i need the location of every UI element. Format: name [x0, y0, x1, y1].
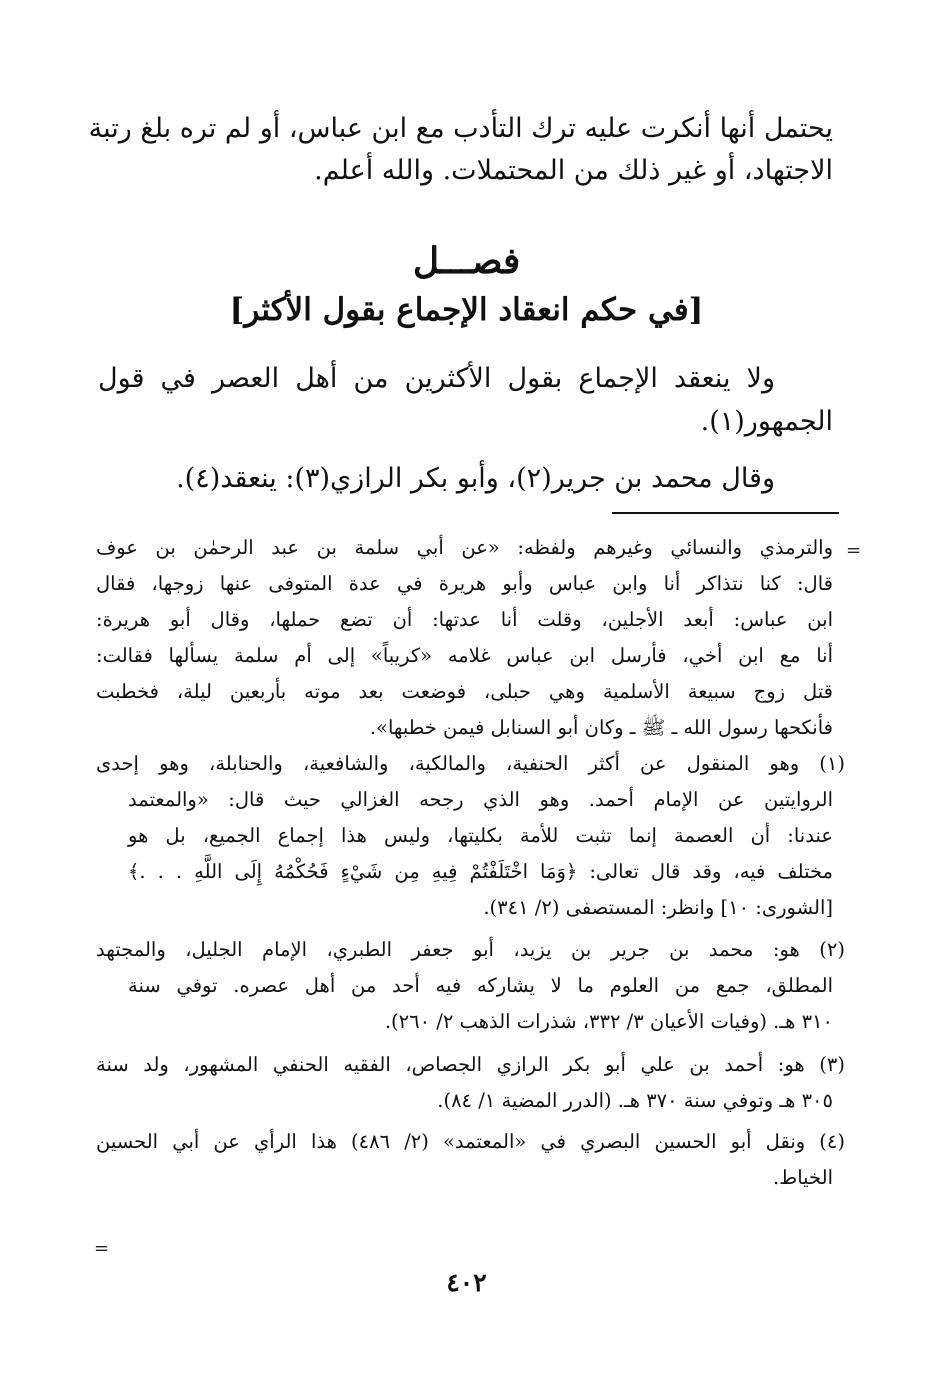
- footnote-line: (٤) ونقل أبو الحسين البصري في «المعتمد» (٢/ ٤٨٦) هذا الرأي عن أبي الحسين: [96, 1130, 845, 1153]
- section-title: فصـــل: [412, 240, 521, 282]
- paragraph-line-2: الجمهور(١).: [700, 406, 833, 437]
- footnote-line: (١) وهو المنقول عن أكثر الحنفية، والمالكية، والشافعية، والحنابلة، وهو إحدى: [96, 752, 845, 775]
- footnote-line: [الشورى: ١٠] وانظر: المستصفى (٢/ ٣٤١).: [483, 896, 833, 919]
- footnote-line: ابن عباس: أبعد الأجلين، وقلت أنا عدتها: أن تضع حملها، وقال أبو هريرة:: [96, 608, 833, 631]
- paragraph-line-1: ولا ينعقد الإجماع بقول الأكثرين من أهل العصر في قول: [98, 363, 775, 394]
- footnote-line: قال: كنا نتذاكر أنا وابن عباس وأبو هريرة في عدة المتوفى عنها زوجها، فقال: [96, 572, 833, 595]
- footnote-line: فأنكحها رسول الله ـ ﷺ ـ وكان أبو السنابل فيمن خطبها».: [369, 716, 833, 739]
- footnote-line: ٣٠٥ هـ وتوفي سنة ٣٧٠ هـ. (الدرر المضية ١/ ٨٤).: [437, 1089, 833, 1112]
- footnote-line: قتل زوج سبيعة الأسلمية وهي حبلى، فوضعت بعد موته بأربعين ليلة، فخطبت: [96, 680, 833, 703]
- intro-line-1: يحتمل أنها أنكرت عليه ترك التأدب مع ابن عباس، أو لم تره بلغ رتبة: [88, 113, 833, 144]
- footnote-line: والترمذي والنسائي وغيرهم ولفظه: «عن أبي سلمة بن عبد الرحمٰن بن عوف: [96, 536, 833, 559]
- footnote-line: مختلف فيه، وقد قال تعالى: ﴿وَمَا اخْتَلَفْتُمْ فِيهِ مِن شَيْءٍ فَحُكْمُهُ إِلَى اللَّهِ . . .﴾: [128, 860, 833, 883]
- paragraph-2: وقال محمد بن جرير(٢)، وأبو بكر الرازي(٣): ينعقد(٤).: [176, 463, 775, 494]
- continuation-marker: =: [846, 540, 862, 561]
- footnote-separator: [612, 512, 839, 514]
- end-marker: =: [94, 1238, 110, 1259]
- footnote-line: الروايتين عن الإمام أحمد. وهو الذي رجحه الغزالي حيث قال: «والمعتمد: [128, 788, 833, 811]
- footnote-line: (٢) هو: محمد بن جرير بن يزيد، أبو جعفر الطبري، الإمام الجليل، والمجتهد: [96, 938, 845, 961]
- footnote-line: عندنا: أن العصمة إنما تثبت للأمة بكليتها، وليس هذا إجماع الجميع، بل هو: [128, 824, 833, 847]
- intro-line-2: الاجتهاد، أو غير ذلك من المحتملات. والله أعلم.: [314, 155, 833, 186]
- footnote-line: أنا مع ابن أخي، فأرسل ابن عباس غلامه «كريباً» إلى أم سلمة يسألها فقالت:: [96, 644, 833, 667]
- footnote-line: المطلق، جمع من العلوم ما لا يشاركه فيه أحد من أهل عصره. توفي سنة: [128, 974, 833, 997]
- footnote-line: ٣١٠ هـ. (وفيات الأعيان ٣/ ٣٣٢، شذرات الذهب ٢/ ٢٦٠).: [384, 1010, 833, 1033]
- section-subtitle: [في حكم انعقاد الإجماع بقول الأكثر]: [229, 292, 704, 328]
- page-number: ٤٠٢: [446, 1268, 487, 1297]
- footnote-line: (٣) هو: أحمد بن علي أبو بكر الرازي الجصاص، الفقيه الحنفي المشهور، ولد سنة: [96, 1053, 845, 1076]
- footnote-line: الخياط.: [772, 1166, 833, 1189]
